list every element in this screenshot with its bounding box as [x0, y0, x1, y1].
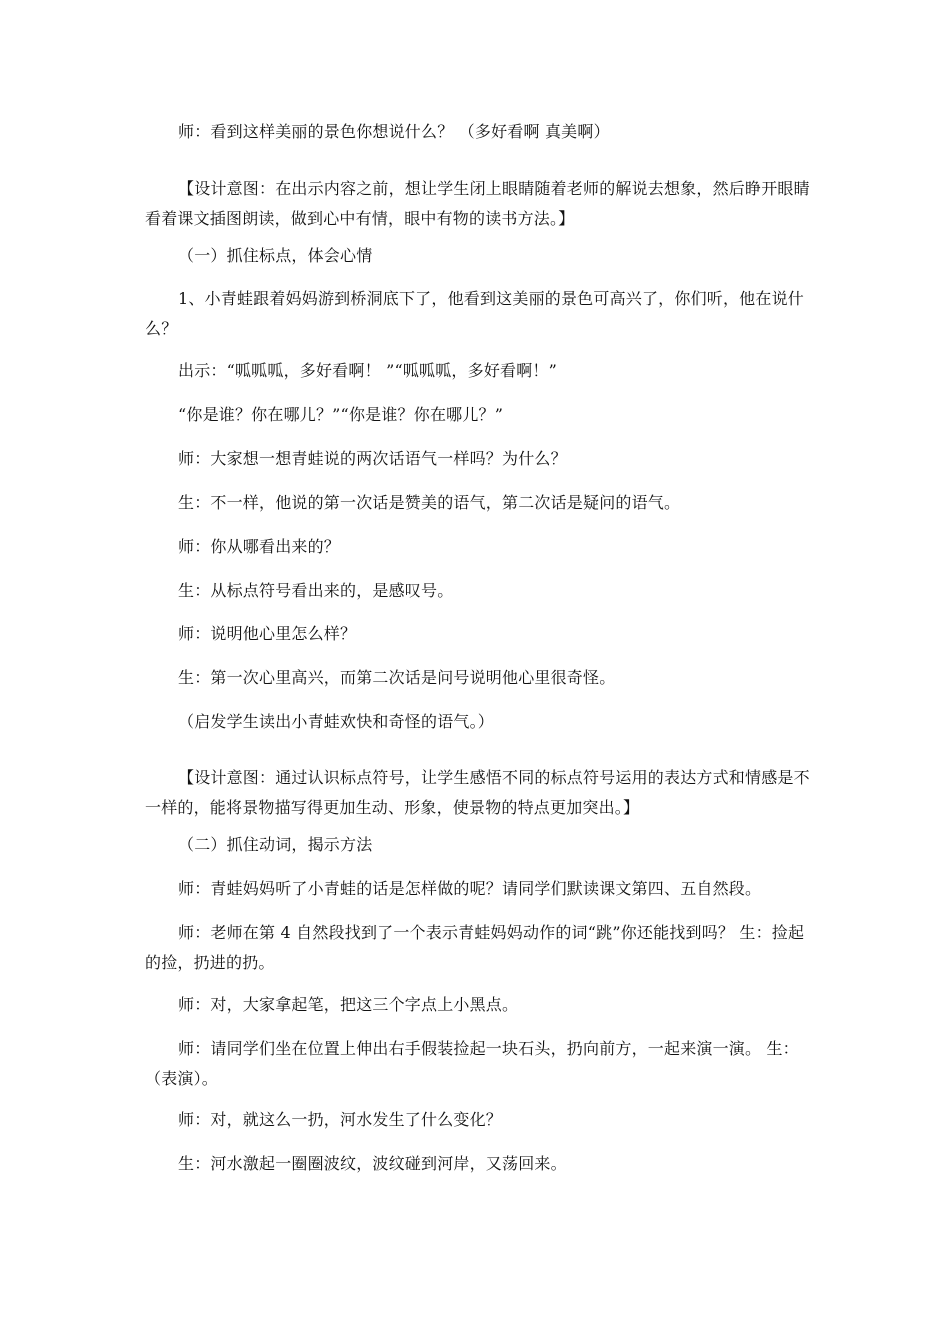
student-line: 生：从标点符号看出来的，是感叹号。: [178, 581, 454, 600]
display-line-2: “你是谁？你在哪儿？”“你是谁？你在哪儿？”: [178, 405, 504, 424]
teacher-student-paragraph: 师：请同学们坐在位置上伸出右手假装捡起一块石头，扔向前方，一起来演一演。 生：（表演）。: [145, 1039, 799, 1088]
display-line-1: 出示：“呱呱呱，多好看啊！ ”“呱呱呱，多好看啊！”: [178, 361, 558, 380]
note-line: （启发学生读出小青蛙欢快和奇怪的语气。）: [178, 712, 495, 731]
design-intent-paragraph: 【设计意图：通过认识标点符号，让学生感悟不同的标点符号运用的表达方式和情感是不一样的，能将景物描写得更加生动、形象，使景物的特点更加突出。】: [145, 768, 810, 817]
teacher-line: 师：大家想一想青蛙说的两次话语气一样吗？为什么？: [178, 449, 567, 468]
teacher-student-paragraph: 师：老师在第 4 自然段找到了一个表示青蛙妈妈动作的词“跳”你还能找到吗？ 生：捡起的捡，扔进的扔。: [145, 923, 805, 972]
student-line: 生：不一样，他说的第一次话是赞美的语气，第二次话是疑问的语气。: [178, 493, 681, 512]
student-line: 生：河水激起一圈圈波纹，波纹碰到河岸，又荡回来。: [178, 1154, 567, 1173]
section-heading-punctuation: （一）抓住标点，体会心情: [178, 246, 373, 265]
teacher-line: 师：说明他心里怎么样？: [178, 624, 357, 643]
frog-dialogue-paragraph: 1、小青蛙跟着妈妈游到桥洞底下了，他看到这美丽的景色可高兴了，你们听，他在说什么？: [145, 289, 804, 338]
section-heading-verbs: （二）抓住动词，揭示方法: [178, 835, 373, 854]
design-intent-paragraph: 【设计意图：在出示内容之前，想让学生闭上眼睛随着老师的解说去想象，然后睁开眼睛看着课文插图朗读，做到心中有情，眼中有物的读书方法。】: [145, 179, 810, 228]
student-line: 生：第一次心里高兴，而第二次话是问号说明他心里很奇怪。: [178, 668, 616, 687]
teacher-question-paragraph: 师：看到这样美丽的景色你想说什么？ （多好看啊 真美啊）: [178, 122, 610, 141]
teacher-line: 师：对，就这么一扔，河水发生了什么变化？: [178, 1110, 503, 1129]
teacher-line: 师：你从哪看出来的？: [178, 537, 341, 556]
teacher-line: 师：青蛙妈妈听了小青蛙的话是怎样做的呢？请同学们默读课文第四、五自然段。: [178, 879, 762, 898]
teacher-line: 师：对，大家拿起笔，把这三个字点上小黑点。: [178, 995, 519, 1014]
